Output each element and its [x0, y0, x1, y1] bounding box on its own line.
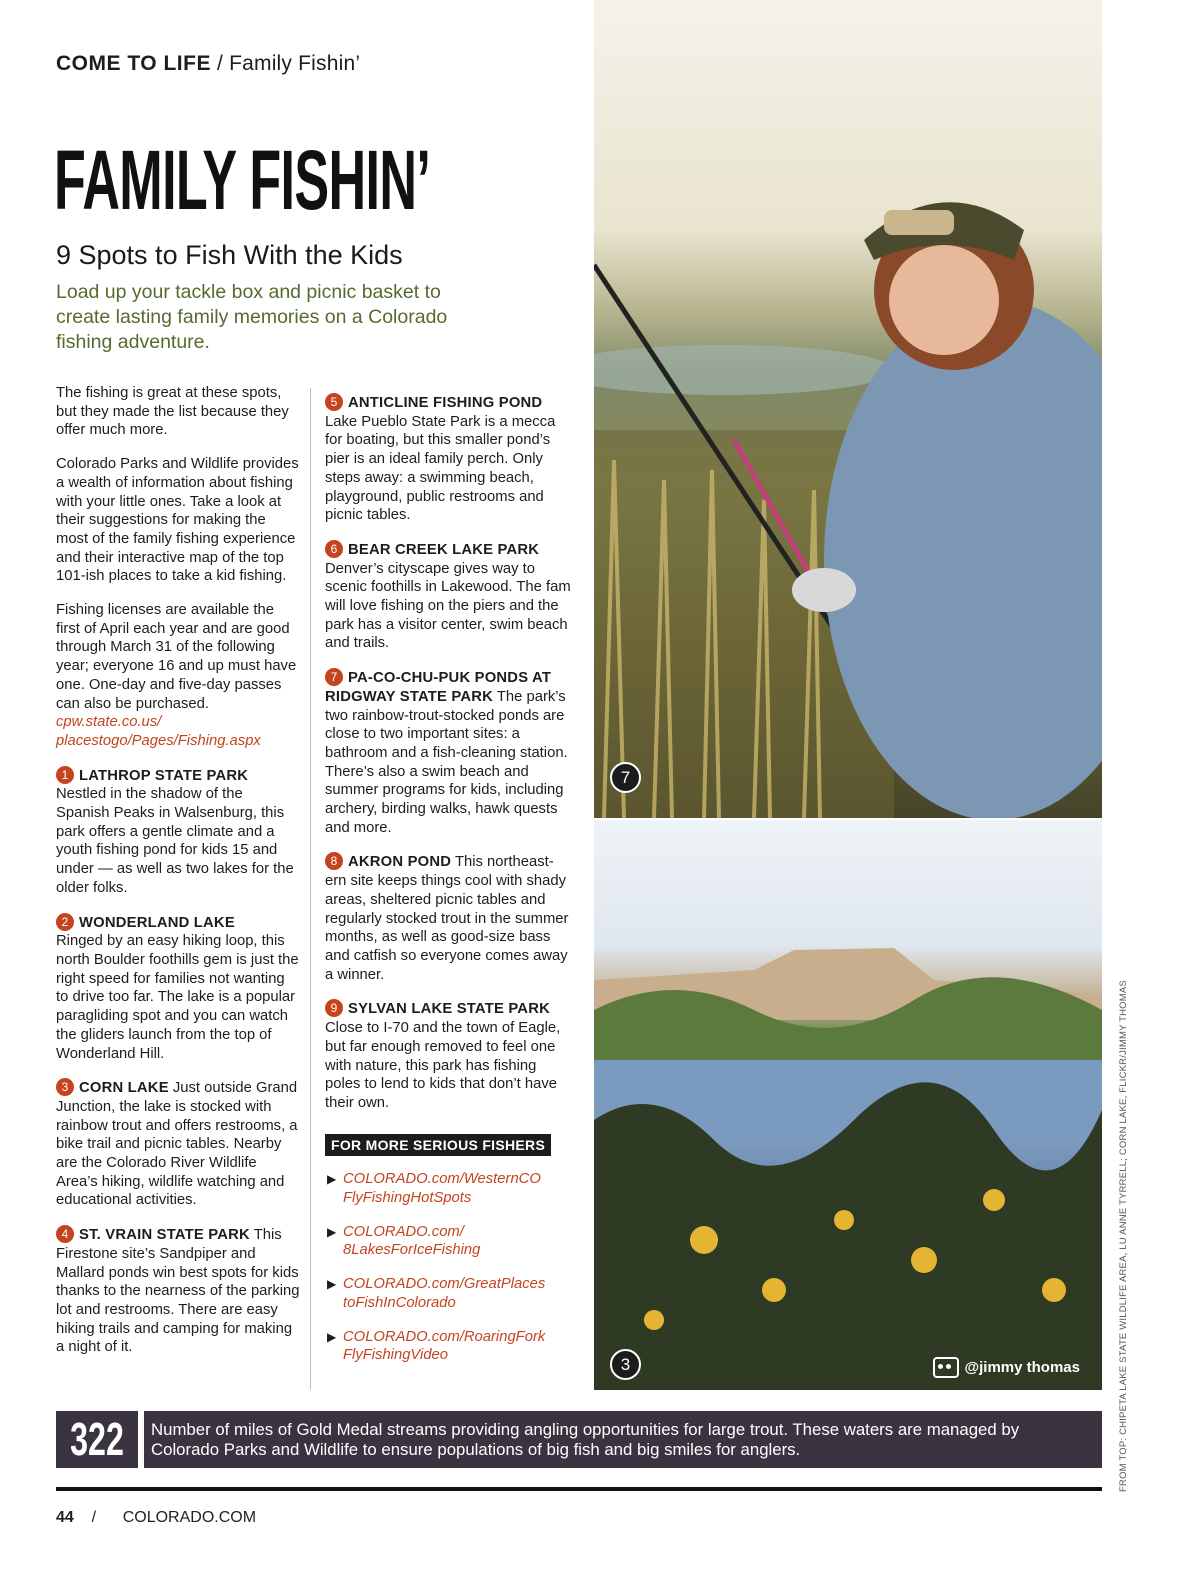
photo-number-badge: 7	[610, 762, 641, 793]
spot-name: WONDERLAND LAKE	[79, 914, 235, 931]
photo-credit: FROM TOP: CHIPETA LAKE STATE WILDLIFE AREA, LU ANNE TYRRELL; CORN LAKE, FLICKR/JIMMY THOMAS	[1118, 980, 1129, 1492]
column-divider	[310, 388, 311, 1390]
section-separator: /	[217, 52, 224, 75]
spot-number-badge: 9	[325, 999, 343, 1017]
spot-name: BEAR CREEK LAKE PARK	[348, 541, 540, 558]
spot-description: Denver’s cityscape gives way to scenic foothills in Lakewood. The fam will love fishing on the piers and the park has a visitor center, swim beach and trails.	[325, 560, 571, 652]
spot-description: Close to I-70 and the town of Eagle, but far enough removed to feel one with nature, this park has fishing poles to lend to kids that don’t have their own.	[325, 1020, 561, 1111]
play-arrow-icon: ▶	[327, 1172, 337, 1187]
play-arrow-icon: ▶	[327, 1277, 337, 1292]
spot-number-badge: 3	[56, 1078, 74, 1096]
spot-item	[56, 1078, 300, 1210]
spot-item	[325, 999, 573, 1112]
stat-callout	[56, 1411, 1102, 1468]
license-text: Fishing licenses are available the first of April each year and are good through March 31 of the following year; everyone 16 and up must have one. One-day and five-day passes can also be purchased.	[56, 602, 297, 712]
flickr-icon	[933, 1357, 959, 1378]
page-footer	[56, 1509, 256, 1527]
spot-description: The park’s two rainbow-trout-stocked ponds are close to two important sites: a bathroom and a fish-cleaning station. There’s also a swim beach and summer programs for kids, including archery, birding walks, hawk quests and more.	[325, 688, 568, 836]
spot-name: ANTICLINE FISHING POND	[348, 395, 543, 411]
spot-number-badge: 4	[56, 1225, 74, 1243]
photo-bottom-illustration	[594, 820, 1102, 1390]
spot-number-badge: 2	[56, 913, 74, 931]
spot-number-badge: 5	[325, 393, 343, 411]
license-link[interactable]: cpw.state.co.us/ placestogo/Pages/Fishing.aspx	[56, 714, 261, 749]
spot-name: ST. VRAIN STATE PARK	[79, 1227, 250, 1244]
spot-name: CORN LAKE	[79, 1080, 169, 1097]
spot-name: LATHROP STATE PARK	[79, 767, 249, 784]
more-link[interactable]: COLORADO.com/ 8LakesForIceFishing	[343, 1223, 481, 1259]
section-label: COME TO LIFE	[56, 52, 211, 75]
page-subtitle: 9 Spots to Fish With the Kids	[56, 240, 403, 270]
spot-item	[325, 393, 573, 525]
photo-credit-handle	[933, 1357, 1081, 1378]
page-title: FAMILY FISHIN’	[54, 133, 431, 227]
photo-top-illustration	[594, 0, 1102, 818]
spot-description: Nestled in the shadow of the Spanish Peaks in Walsenburg, this park offers a gentle climate and a youth fishing pond for kids 15 and under — as well as two lakes for the older folks.	[56, 786, 294, 896]
stat-divider	[138, 1411, 144, 1468]
more-fishers-heading: FOR MORE SERIOUS FISHERS	[325, 1134, 551, 1157]
subsection-label: Family Fishin’	[229, 52, 361, 75]
stat-number: 322	[70, 1413, 124, 1465]
photo-girl-fishing	[594, 0, 1102, 818]
spot-name: SYLVAN LAKE STATE PARK	[348, 1001, 550, 1018]
more-link-item	[325, 1328, 573, 1365]
spot-item	[56, 766, 300, 898]
more-link[interactable]: COLORADO.com/RoaringFork FlyFishingVideo	[343, 1328, 546, 1364]
spot-description: This northeast-ern site keeps things cool with shady areas, sheltered picnic tables and regularly stocked trout in the summer months, as well as good-size bass and catfish so everyone comes away a winner.	[325, 854, 569, 983]
more-link[interactable]: COLORADO.com/GreatPlaces toFishInColorado	[343, 1276, 546, 1311]
column-right	[325, 393, 573, 1380]
spot-name: PA-CO-CHU-PUK PONDS AT RIDGWAY STATE PARK	[325, 670, 552, 705]
more-link-item	[325, 1223, 573, 1260]
spot-description: Ringed by an easy hiking loop, this north Boulder foothills gem is just the right speed for families not wanting to drive too far. The lake is a popular paragliding spot and you can watch the gliders launch from the top of Wonderland Hill.	[56, 933, 299, 1062]
intro-paragraph: Colorado Parks and Wildlife provides a wealth of information about fishing with your little ones. Take a look at their suggestions for making the most of the family fishing experience and their interactive map of the top 101-ish places to take a kid fishing.	[56, 456, 299, 585]
spot-item	[325, 852, 573, 984]
photographer-handle: @jimmy thomas	[964, 1359, 1080, 1376]
page-number: 44	[56, 1509, 74, 1526]
photo-number-badge: 3	[610, 1349, 641, 1380]
column-left	[56, 384, 300, 1372]
spot-description: Just outside Grand Junction, the lake is stocked with rainbow trout and offers restrooms, a bike trail and picnic tables. Nearby are the Colorado River Wildlife Area’s hiking, wildlife watching and educational activities.	[56, 1080, 298, 1209]
play-arrow-icon: ▶	[327, 1329, 337, 1344]
spot-name: AKRON POND	[348, 854, 452, 871]
intro-paragraph: The fishing is great at these spots, but they made the list because they offer much more.	[56, 385, 289, 439]
spot-number-badge: 6	[325, 540, 343, 558]
play-arrow-icon: ▶	[327, 1224, 337, 1239]
spot-item	[56, 1225, 300, 1357]
intro-paragraph	[56, 601, 300, 751]
stat-description: Number of miles of Gold Medal streams providing angling opportunities for large trout. These waters are managed by Colorado Parks and Wildlife to ensure populations of big fish and big smiles for anglers.	[151, 1420, 1020, 1459]
spot-number-badge: 8	[325, 852, 343, 870]
section-header	[56, 52, 360, 76]
more-link[interactable]: COLORADO.com/WesternCO FlyFishingHotSpots	[343, 1171, 541, 1207]
footer-separator: /	[91, 1509, 97, 1526]
photo-corn-lake	[594, 820, 1102, 1390]
more-link-item	[325, 1275, 573, 1312]
spot-item	[56, 913, 300, 1064]
more-link-item	[325, 1170, 573, 1207]
spot-description: This Firestone site’s Sandpiper and Mallard ponds win best spots for kids thanks to the nearness of the parking lot and restrooms. There are easy hiking trails and camping for making a night of it.	[56, 1227, 300, 1356]
more-fishers-list	[325, 1170, 573, 1365]
spot-number-badge: 1	[56, 766, 74, 784]
spot-description: Lake Pueblo State Park is a mecca for boating, but this smaller pond’s pier is an ideal family perch. Only steps away: a swimming beach, playground, public restrooms and picnic tables.	[325, 413, 556, 524]
footer-site[interactable]: COLORADO.COM	[122, 1509, 257, 1526]
spot-item	[325, 668, 573, 837]
spot-item	[325, 540, 573, 653]
spot-number-badge: 7	[325, 668, 343, 686]
footer-rule	[56, 1487, 1102, 1491]
deck-text: Load up your tackle box and picnic basket to create lasting family memories on a Colorado fishing adventure.	[56, 281, 448, 353]
